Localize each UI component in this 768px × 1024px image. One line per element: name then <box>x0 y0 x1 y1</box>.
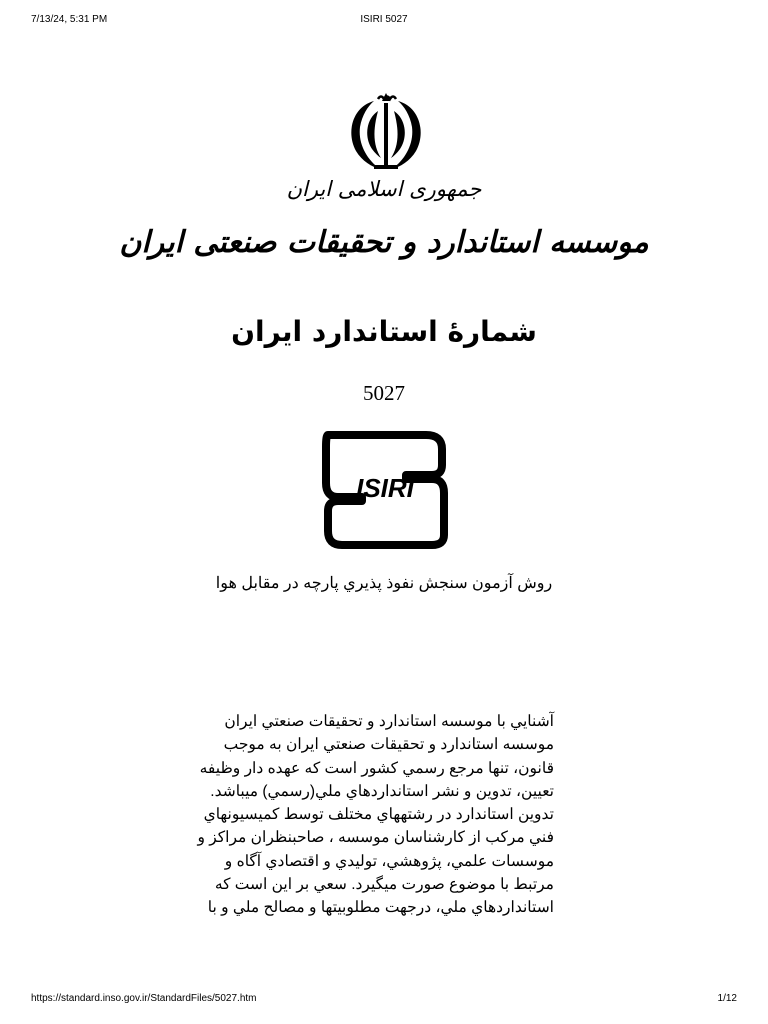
intro-line: آشنايي با موسسه استاندارد و تحقيقات صنعتي ايران <box>224 713 554 730</box>
standard-number: 5027 <box>363 381 405 405</box>
iran-emblem-icon <box>344 93 428 175</box>
intro-line: تعيين، تدوين و نشر استانداردهاي ملي(رسمي) ميباشد. <box>210 782 554 800</box>
intro-line: فني مركب از كارشناسان موسسه ، صاحبنظران مراكز و <box>197 829 554 847</box>
intro-line: استانداردهاي ملي، درجهت مطلوبيتها و مصالح ملي و با <box>207 899 554 917</box>
intro-line: تدوين استاندارد در رشتههاي مختلف توسط كميسيونهاي <box>203 806 554 824</box>
republic-calligraphy: جمهوری اسلامی ایران <box>286 177 482 201</box>
intro-line: قانون، تنها مرجع رسمي كشور است كه عهده دار وظيفه <box>199 759 554 777</box>
print-footer-url: https://standard.inso.gov.ir/StandardFiles/5027.htm <box>31 993 257 1004</box>
isiri-logo-icon <box>322 431 448 549</box>
intro-line: موسسات علمي، پژوهشي، توليدي و اقتصادي آگاه و <box>224 852 554 870</box>
print-header-datetime: 7/13/24, 5:31 PM <box>31 14 108 25</box>
print-header-title: ISIRI 5027 <box>360 14 408 25</box>
intro-paragraph <box>197 710 554 920</box>
document-title: روش آزمون سنجش نفوذ پذيري پارچه در مقابل هوا <box>215 575 553 592</box>
intro-line: موسسه استاندارد و تحقيقات صنعتي ايران به موجب <box>223 736 554 754</box>
standard-number-title: شمارهٔ استاندارد ایران <box>231 315 537 348</box>
intro-line: مرتبط با موضوع صورت ميگيرد. سعي بر اين است كه <box>214 876 554 894</box>
isiri-logo-text: ISIRI <box>356 473 414 503</box>
print-footer-page: 1/12 <box>717 993 737 1004</box>
institute-calligraphy: موسسه استاندارد و تحقیقات صنعتی ایران <box>119 225 649 260</box>
